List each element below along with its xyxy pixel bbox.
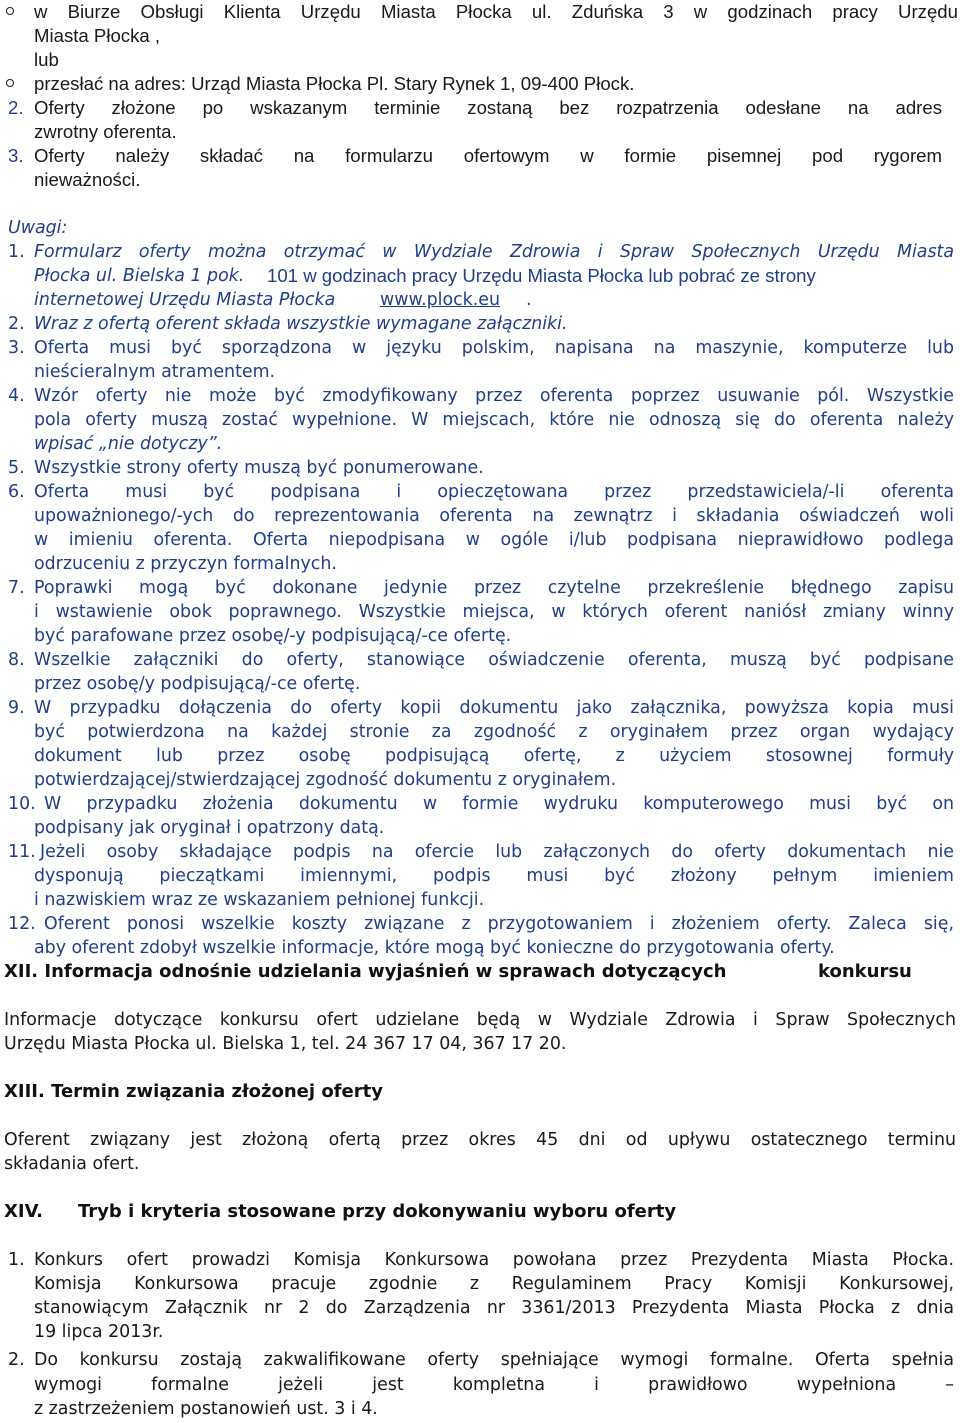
list-number: 3.: [8, 145, 24, 166]
list-number: 12.: [8, 914, 36, 934]
list-number: 6.: [8, 482, 25, 502]
note-12-text-2: aby oferent zdobył wszelkie informacje, które mogą być konieczne do przygotowania oferty.: [34, 938, 835, 958]
list-number: 9.: [8, 698, 25, 718]
note-10-text-2: podpisany jak oryginał i opatrzony datą.: [34, 818, 385, 838]
list-number: 1.: [8, 242, 25, 262]
list-number: 5.: [8, 458, 25, 478]
list-number: 4.: [8, 386, 25, 406]
note-11-text: Jeżeli osoby składające podpis na ofercie lub załączonych do oferty dokumentach nie: [40, 842, 954, 862]
bullet-circle-icon: [6, 7, 14, 15]
section-xiv-p2-line-1: Do konkursu zostają zakwalifikowane oferty spełniające wymogi formalne. Oferta spełnia: [34, 1350, 954, 1370]
note-1-text-2b: 101 w godzinach pracy Urzędu Miasta Płocka lub pobrać ze strony: [267, 265, 816, 286]
website-link[interactable]: www.plock.eu: [380, 290, 500, 310]
section-xii-line-1: Informacje dotyczące konkursu ofert udzielane będą w Wydziale Zdrowia i Spraw Społecznych: [4, 1010, 956, 1030]
section-xii-heading: XII. Informacja odnośnie udzielania wyjaśnień w sprawach dotyczących: [4, 961, 727, 982]
note-1-text-3b: .: [526, 290, 532, 310]
notes-heading: Uwagi:: [8, 218, 68, 238]
list-number: 11.: [8, 842, 36, 862]
section-xiii-heading: XIII. Termin związania złożonej oferty: [4, 1081, 383, 1102]
note-4-text-2: pola oferty muszą zostać wypełnione. W miejscach, które nie odnoszą się do oferenta należy: [34, 410, 954, 430]
note-1-text-3a: internetowej Urzędu Miasta Płocka: [34, 290, 336, 310]
intro-item-3-text-2: nieważności.: [34, 169, 141, 190]
section-xiv-p1-line-4: 19 lipca 2013r.: [34, 1322, 164, 1342]
note-8-text: Wszelkie załączniki do oferty, stanowiące oświadczenie oferenta, muszą być podpisane: [34, 650, 954, 670]
section-xiv-p2-line-3: z zastrzeżeniem postanowień ust. 3 i 4.: [34, 1399, 378, 1419]
section-xiv-heading: Tryb i kryteria stosowane przy dokonywaniu wyboru oferty: [78, 1201, 677, 1222]
intro-item-2-text: Oferty złożone po wskazanym terminie zostaną bez rozpatrzenia odesłane na adres: [34, 97, 942, 118]
list-number: 3.: [8, 338, 25, 358]
list-number: 10.: [8, 794, 36, 814]
note-6-text-4: odrzuceniu z przyczyn formalnych.: [34, 554, 337, 574]
note-1-text: Formularz oferty można otrzymać w Wydziale Zdrowia i Spraw Społecznych Urzędu Miasta: [34, 242, 954, 262]
intro-bullet-1-text: w Biurze Obsługi Klienta Urzędu Miasta Płocka ul. Zduńska 3 w godzinach pracy Urzędu: [34, 1, 958, 22]
section-xiv-number: XIV.: [4, 1201, 44, 1222]
note-5-text: Wszystkie strony oferty muszą być ponumerowane.: [34, 458, 484, 478]
section-xiv-p1-line-2: Komisja Konkursowa pracuje zgodnie z Regulaminem Pracy Komisji Konkursowej,: [34, 1274, 954, 1294]
note-1-text-2a: Płocka ul. Bielska 1 pok.: [34, 266, 245, 286]
section-xiii-line-1: Oferent związany jest złożoną ofertą przez okres 45 dni od upływu ostatecznego terminu: [4, 1130, 956, 1150]
note-11-text-2: dysponują pieczątkami imiennymi, podpis musi być złożony pełnym imieniem: [34, 866, 954, 886]
list-number: 2.: [8, 314, 25, 334]
note-9-text-4: potwierdzającej/stwierdzającej zgodność dokumentu z oryginałem.: [34, 770, 617, 790]
note-4-text: Wzór oferty nie może być zmodyfikowany przez oferenta poprzez usuwanie pól. Wszystkie: [34, 386, 954, 406]
note-12-text: Oferent ponosi wszelkie koszty związane z przygotowaniem i złożeniem oferty. Zaleca się,: [44, 914, 954, 934]
intro-bullet-1-text-2: Miasta Płocka ,: [34, 25, 161, 46]
note-6-text: Oferta musi być podpisana i opieczętowana przez przedstawiciela/-li oferenta: [34, 482, 954, 502]
note-8-text-2: przez osobę/y podpisującą/-ce ofertę.: [34, 674, 361, 694]
note-7-text: Poprawki mogą być dokonane jedynie przez czytelne przekreślenie błędnego zapisu: [34, 578, 954, 598]
section-xii-line-2: Urzędu Miasta Płocka ul. Bielska 1, tel. 24 367 17 04, 367 17 20.: [4, 1034, 567, 1054]
note-11-text-3: i nazwiskiem wraz ze wskazaniem pełnionej funkcji.: [34, 890, 485, 910]
intro-item-3-text: Oferty należy składać na formularzu ofertowym w formie pisemnej pod rygorem: [34, 145, 942, 166]
note-3-text-2: nieścieralnym atramentem.: [34, 362, 276, 382]
note-9-text: W przypadku dołączenia do oferty kopii dokumentu jako załącznika, powyższa kopia musi: [34, 698, 954, 718]
section-xiii-line-2: składania ofert.: [4, 1154, 140, 1174]
section-xiv-p1-line-1: Konkurs ofert prowadzi Komisja Konkursowa powołana przez Prezydenta Miasta Płocka.: [34, 1250, 954, 1270]
note-3-text: Oferta musi być sporządzona w języku polskim, napisana na maszynie, komputerze lub: [34, 338, 954, 358]
list-number: 2.: [8, 1350, 25, 1370]
section-xiv-p2-line-2: wymogi formalne jeżeli jest kompletna i prawidłowo wypełniona –: [34, 1375, 954, 1395]
list-number: 8.: [8, 650, 25, 670]
intro-or-word: lub: [34, 49, 59, 70]
list-number: 2.: [8, 97, 24, 118]
note-7-text-2: i wstawienie obok poprawnego. Wszystkie miejsca, w których oferent naniósł zmiany winny: [34, 602, 954, 622]
intro-bullet-2-text: przesłać na adres: Urząd Miasta Płocka Pl. Stary Rynek 1, 09-400 Płock.: [34, 73, 635, 94]
bullet-circle-icon: [6, 79, 14, 87]
note-7-text-3: być parafowane przez osobę/-y podpisującą/-ce ofertę.: [34, 626, 512, 646]
section-xiv-p1-line-3: stanowiącym Załącznik nr 2 do Zarządzenia nr 3361/2013 Prezydenta Miasta Płocka z dnia: [34, 1298, 954, 1318]
note-4-text-3: wpisać „nie dotyczy”.: [34, 434, 223, 454]
note-2-text: Wraz z ofertą oferent składa wszystkie wymagane załączniki.: [34, 314, 568, 334]
note-9-text-2: być potwierdzona na każdej stronie za zgodność z oryginałem przez organ wydający: [34, 722, 954, 742]
section-xii-heading-tail: konkursu: [818, 961, 912, 982]
note-6-text-3: w imieniu oferenta. Oferta niepodpisana w ogóle i/lub podpisana nieprawidłowo podlega: [34, 530, 954, 550]
note-10-text: W przypadku złożenia dokumentu w formie wydruku komputerowego musi być on: [44, 794, 954, 814]
note-6-text-2: upoważnionego/-ych do reprezentowania oferenta na zewnątrz i składania oświadczeń woli: [34, 506, 954, 526]
list-number: 7.: [8, 578, 25, 598]
list-number: 1.: [8, 1250, 25, 1270]
intro-item-2-text-2: zwrotny oferenta.: [34, 121, 177, 142]
note-9-text-3: dokument lub przez osobę podpisującą ofertę, z użyciem stosownej formuły: [34, 746, 954, 766]
